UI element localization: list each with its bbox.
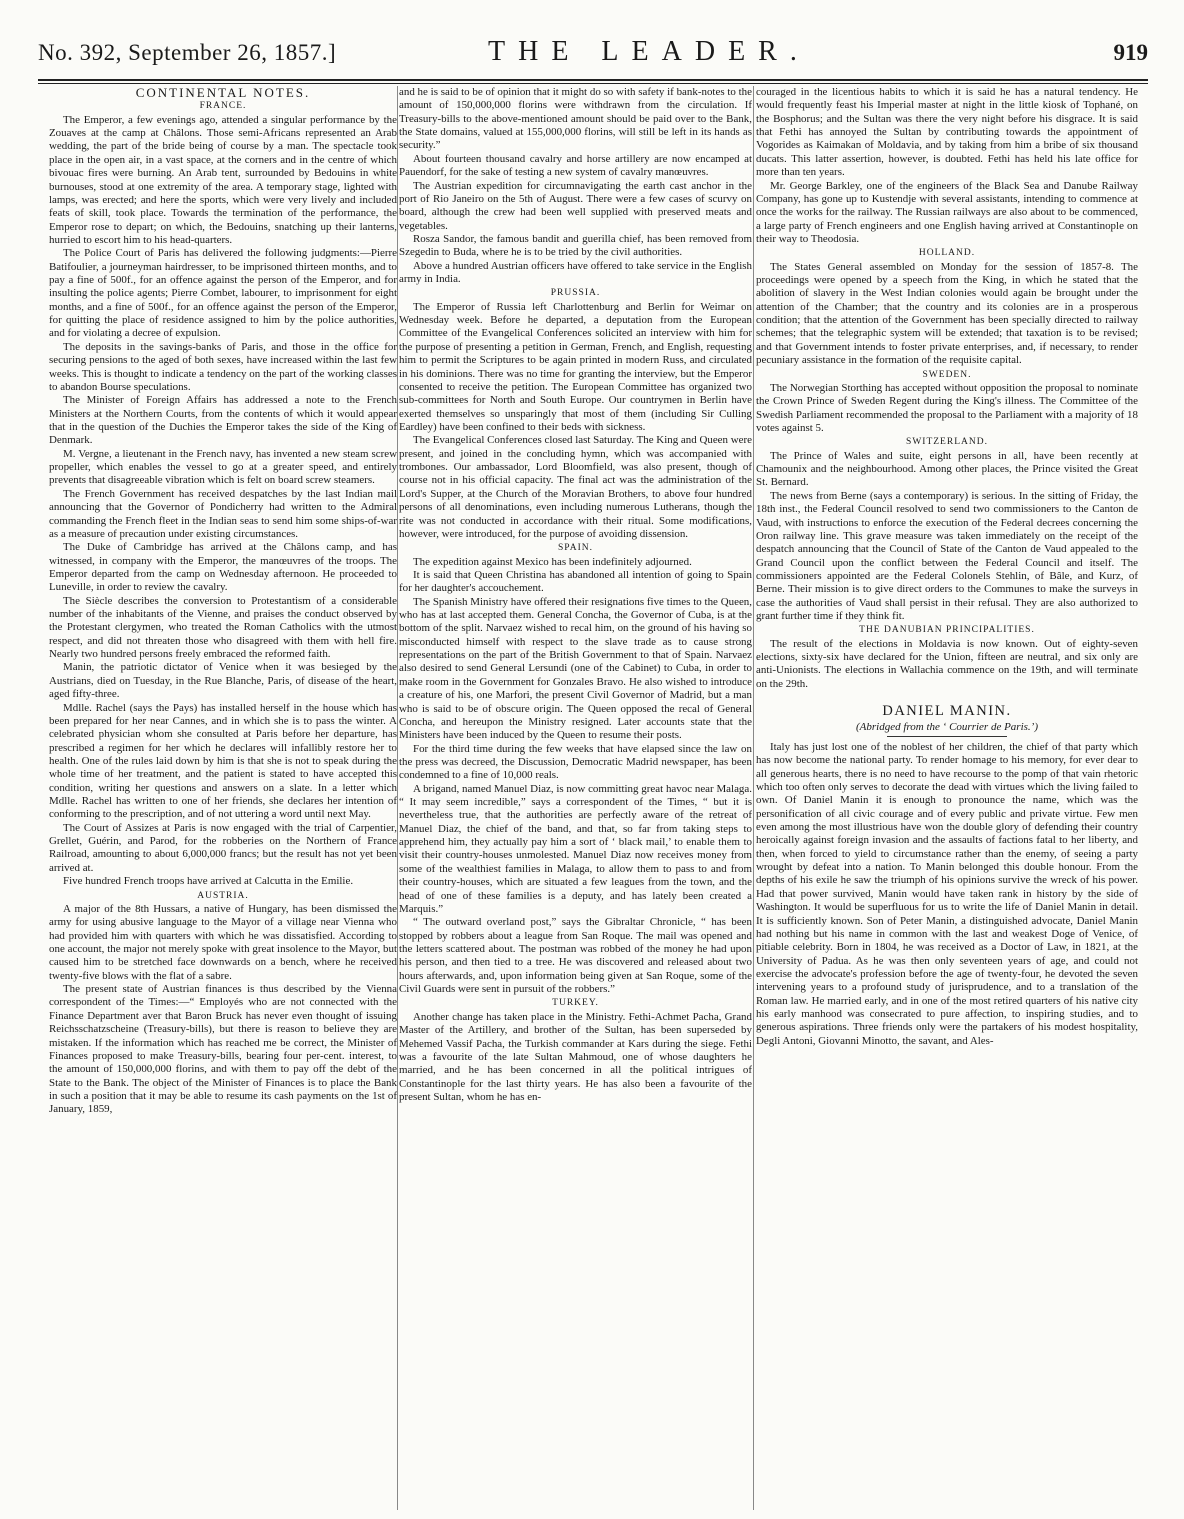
paragraph: The Austrian expedition for circumnavigating the earth cast anchor in the port of Rio Janeiro on the 5th of August. There were a few cases of scurvy on board, although the crew had been well supplied with preserved meats and vegetables.	[399, 179, 752, 232]
paragraph: Italy has just lost one of the noblest of her children, the chief of that party which has now become the national party. To render homage to his memory, for ever dear to all generous hearts, there is no need to have recourse to the pomp of that vain rhetoric which too often only serves to decorate the dead with virtues which the living failed to own. Of Daniel Manin it is enough to pronounce the name, which was the personification of all civic courage and of every public and private virtue. Few men even among the most illustrious have won the double glory of defending their country heroically against foreign invasion and the assaults of factions fatal to her liberty, and then, when forced to yield to circumstance rather than the enemy, of seeing a party wrought by defeat into a nation. To Manin belonged this double honour. From the depths of his exile he saw the triumph of his opinions survive the wreck of his power. Had that power survived, Manin would have taken rank in history by the side of Washington. It would be superfluous for us to write the life of Daniel Manin in detail. It is sufficiently known. Son of Peter Manin, a distinguished advocate, Daniel Manin had nothing but his name in common with the last and weakest Doge of Venice, of pitiable celebrity. Born in 1804, he was received as a Doctor of Law, in 1821, at the University of Padua. As he was then only seventeen years of age, and could not exercise the advocate's profession before the age of twenty-four, he devoted the seven intervening years to a profound study of jurisprudence, and to a translation of the Roman law. He married early, and in one of the most retired quarters of his native city his early manhood was consecrated to pure affection, to inspiring studies, and to generous aspirations. Three friends only were the partakers of his modest hospitality, Degli Antoni, Giovanni Minotto, the savant, and Ales-	[756, 740, 1138, 1047]
title-rule	[887, 736, 1007, 737]
paragraph: For the third time during the few weeks that have elapsed since the law on the press was decreed, the Discussion, Democratic Madrid newspaper, has been condemned to a fine of 10,000 reals.	[399, 742, 752, 782]
paragraph: It is said that Queen Christina has abandoned all intention of going to Spain for her daughter's accouchement.	[399, 568, 752, 595]
paragraph: The Emperor, a few evenings ago, attended a singular performance by the Zouaves at the camp at Châlons. Those semi-Africans represented an Arab wedding, the part of the bride being of course by a man. The spectacle took place in the open air, in a vast space, at the corners and in the centre of which bivouac fires were burning. An Arab tent, surrounded by Bedouins in white burnouses, stood at one extremity of the area. A temporary stage, lighted with lamps, was erected; and here the sports, which were very lively and included feats of skill, took place. Towards the termination of the performance, the Emperor rose to depart; on which, the Bedouins, snatching up their lanterns, hurried to escort him to his head-quarters.	[49, 113, 397, 246]
paragraph: The Spanish Ministry have offered their resignations five times to the Queen, who has at last accepted them. General Concha, the Governor of Cuba, is at the bottom of the split. Narvaez wished to recal him, on the ground of his having so misconducted himself with respect to the slave trade as to cause strong representations on the part of the British Government to that of Spain. Narvaez also desired to send General Lersundi (one of the Cabinet) to Cuba, in order to make room in the Government for Gonzales Bravo. He also wished to introduce a creature of his, one Marfori, the present Civil Governor of Madrid, but a man who is said to be of obscure origin. The Queen opposed the recal of General Concha, and hereupon the Ministry resigned. Later accounts state that the Ministers have been induced by the Queen to resume their posts.	[399, 595, 752, 742]
subsection-heading-sweden: SWEDEN.	[922, 369, 972, 380]
paragraph-continued: and he is said to be of opinion that it might do so with safety if bank-notes to the amount of 150,000,000 florins were withdrawn from the circulation. If Treasury-bills to the above-mentioned amount should be paid over to the Bank, the State domains, valued at 155,000,000 florins, will still be left in its hands as security.”	[399, 86, 752, 152]
paragraph: The French Government has received despatches by the last Indian mail announcing that the Governor of Pondicherry had written to the Admiral commanding the French fleet in the Indian seas to send him some ships-of-war as a measure of precaution under existing circumstances.	[49, 487, 397, 540]
paragraph: A brigand, named Manuel Diaz, is now committing great havoc near Malaga. “ It may seem incredible,” says a correspondent of the Times, “ but it is nevertheless true, that the authorities are perfectly aware of the retreat of Manuel Diaz, the chief of the band, and that, so far from taking steps to apprehend him, they actually pay him a sort of ‘ black mail,’ to enable them to visit their country-houses unmolested. Manuel Diaz now receives money from some of the wealthiest families in Malaga, to allow them to pass to and from their country-houses, which are situated a few leagues from the town, and the head of one of these families is a deputy, and has lately been created a Marquis.”	[399, 782, 752, 915]
page-number: 919	[1113, 40, 1148, 65]
paragraph: The Evangelical Conferences closed last Saturday. The King and Queen were present, and joined in the concluding hymn, which was accompanied with trombones. Our ambassador, Lord Bloomfield, was also present, though of course not in his official capacity. The final act was the administration of the Lord's Supper, at the Church of the Moravian Brothers, to above four hundred persons of all denominations, even including numerous Lutherans, though the rite was not conducted in accordance with their ritual. Some modifications, however, were introduced, for the purpose of avoiding dissension.	[399, 434, 752, 540]
paragraph: The deposits in the savings-banks of Paris, and those in the office for securing pensions to the aged of both sexes, have increased within the last few weeks. This is thought to indicate a tendency on the part of the working classes to abandon Bourse speculations.	[49, 340, 397, 393]
paragraph: M. Vergne, a lieutenant in the French navy, has invented a new steam screw propeller, which enables the vessel to go at a greater speed, and entirely prevents that disagreeable vibration which is felt on board screw steamers.	[49, 447, 397, 487]
subsection-heading-turkey: TURKEY.	[552, 998, 599, 1009]
paragraph: Mdlle. Rachel (says the Pays) has installed herself in the house which has been prepared for her near Cannes, and in which she is to pass the winter. A celebrated physician whom she consulted at Paris before her departure, has prescribed a regimen for her which he declares will infallibly restore her to health. One of the rules laid down by him is that she is not to speak during the whole time of her treatment, and the patient is stated to have accepted this condition, writing her questions and answers on a slate. In a letter which Mdlle. Rachel has written to one of her friends, she declares her intention of conforming to the prescription, and of not uttering a word until next May.	[49, 701, 397, 821]
paragraph: The Siècle describes the conversion to Protestantism of a considerable number of the inhabitants of the Vienne, and praises the conduct observed by the Protestant clergymen, who treated the Roman Catholics with the utmost respect, and did not threaten those who disagreed with them with hell fire. Nearly two hundred persons freely embraced the reformed faith.	[49, 594, 397, 661]
paragraph: The States General assembled on Monday for the session of 1857-8. The proceedings were opened by a speech from the King, in which he stated that the abolition of slavery in the West Indian colonies would again be brought under the attention of the Chamber; that the country and its colonies are in a prosperous condition; that the attention of the Government has been specially directed to railway schemes; that the telegraphic system will be extended; that taxation is to be revised; and that Government intends to foster private enterprises, and, if necessary, to render pecuniary assistance in the formation of the requisite capital.	[756, 260, 1138, 367]
paragraph: Five hundred French troops have arrived at Calcutta in the Emilie.	[63, 875, 354, 888]
paragraph: The news from Berne (says a contemporary) is serious. In the sitting of Friday, the 18th inst., the Federal Council resolved to send two commissioners to the Canton de Vaud, with instructions to enforce the execution of the Federal decrees concerning the Oron railway line. This grave measure was taken immediately on the receipt of the despatch announcing that the Council of State of the Canton de Vaud appealed to the Grand Council upon the conflict between the Federal Council and itself. The commissioners appointed are the Federal Colonels Stehlin, of Bâle, and Kurz, of Berne. Their mission is to give direct orders to the Communes to make the surveys in case the authorities of Vaud shall persist in their refusal. They are also authorized to grant further time if they think fit.	[756, 489, 1138, 623]
masthead-rule-thin	[38, 83, 1148, 84]
column-divider	[753, 86, 754, 1510]
paragraph: The Court of Assizes at Paris is now engaged with the trial of Carpentier, Grellet, Guérin, and Parod, for the robberies on the Northern of France Railroad, amounting to about 6,000,000 francs; but the result has not yet been arrived at.	[49, 821, 397, 874]
paragraph: The Norwegian Storthing has accepted without opposition the proposal to nominate the Crown Prince of Sweden Regent during the King's illness. The Committee of the Swedish Parliament recommended the proposal to the Parliament with a majority of 18 votes against 5.	[756, 381, 1138, 434]
paragraph: The Duke of Cambridge has arrived at the Châlons camp, and has witnessed, in company with the Emperor, the manœuvres of the troops. The Emperor departed from the camp on Wednesday afternoon. He proceeded to Luneville, in order to review the cavalry.	[49, 541, 397, 594]
paragraph: Another change has taken place in the Ministry. Fethi-Achmet Pacha, Grand Master of the Artillery, and brother of the Sultan, has been superseded by Mehemed Vassif Pacha, the Turkish commander at Kars during the siege. Fethi was a favourite of the late Sultan Mahmoud, one of whose daughters he married, and he has been concerned in all the political intrigues of Constantinople for the last thirty years. He has also been a favourite of the present Sultan, whom he has en-	[399, 1010, 752, 1103]
subsection-heading-austria: AUSTRIA.	[197, 890, 249, 901]
column-1	[49, 86, 397, 1510]
article-subtitle: (Abridged from the ‘ Courrier de Paris.’)	[856, 720, 1038, 733]
subsection-heading-spain: SPAIN.	[558, 543, 593, 554]
paragraph: “ The outward overland post,” says the Gibraltar Chronicle, “ has been stopped by robbers about a league from San Roque. The mail was opened and the letters scattered about. The postman was robbed of the money he had upon his person, and then tied to a tree. He was discovered and released about two hours afterwards, and, upon information being given at San Roque, some of the Civil Guards were sent in pursuit of the robbers.”	[399, 916, 752, 996]
paragraph: A major of the 8th Hussars, a native of Hungary, has been dismissed the army for using abusive language to the Mayor of a village near Vienna who had provided him with quarters with which he was dissatisfied. According to one account, the major not merely spoke with great insolence to the Mayor, but caused him to be stretched face downwards on a bench, where he received twenty-five blows with the flat of a sabre.	[49, 902, 397, 982]
column-divider	[397, 86, 398, 1510]
paragraph: Above a hundred Austrian officers have offered to take service in the English army in India.	[399, 259, 752, 286]
subsection-heading-prussia: PRUSSIA.	[550, 288, 601, 299]
paragraph: The Emperor of Russia left Charlottenburg and Berlin for Weimar on Wednesday week. Before he departed, a deputation from the European Committee of the Evangelical Conferences solicited an interview with him for the purpose of presenting a petition in German, French, and English, requesting him to permit the Scriptures to be again printed in modern Russ, and circulated in his dominions. There was no time for granting the interview, but the Emperor consented to receive the petition. The European Committee has organized two sub-committees for North and South Europe. Our countrymen in Berlin have exerted themselves so unsparingly that most of them (including Sir Culling Eardley) have been confined to their beds with sickness.	[399, 300, 752, 433]
subsection-heading-france: FRANCE.	[199, 101, 247, 112]
column-3	[756, 86, 1138, 1510]
paragraph: Manin, the patriotic dictator of Venice when it was besieged by the Austrians, died on Tuesday, in the Rue Blanche, Paris, of disease of the heart, aged fifty-three.	[49, 661, 397, 701]
paragraph: The Prince of Wales and suite, eight persons in all, have been recently at Chamounix and the neighbourhood. Among other places, the Prince visited the Great St. Bernard.	[756, 449, 1138, 489]
subsection-heading-switzerland: SWITZERLAND.	[906, 437, 988, 448]
masthead	[38, 22, 1148, 72]
paragraph: The result of the elections in Moldavia is now known. Out of eighty-seven elections, sixty-six have declared for the Union, fifteen are neutral, and six only are anti-Unionists. The elections in Wallachia commence on the 19th, and will terminate on the 29th.	[756, 637, 1138, 690]
paragraph: The present state of Austrian finances is thus described by the Vienna correspondent of the Times:—“ Employés who are not connected with the Finance Department aver that Baron Bruck has never even thought of issuing Reichsschatzscheine (Treasury-bills), but there is reason to believe they are mistaken. If the information which has reached me be correct, the Minister of Finances proposed to make Treasury-bills, bearing four per-cent. interest, to the amount of 150,000,000 florins, and with them to pay off the debt of the State to the Bank. The object of the Minister of Finances is to place the Bank in such a position that it may be able to resume its cash payments on the 1st of January, 1859,	[49, 983, 397, 1116]
paragraph: The expedition against Mexico has been indefinitely adjourned.	[413, 555, 692, 568]
subsection-heading-danubian: THE DANUBIAN PRINCIPALITIES.	[859, 625, 1035, 636]
newspaper-title: THE LEADER.	[488, 36, 810, 67]
issue-date: No. 392, September 26, 1857.]	[38, 40, 337, 65]
paragraph: The Minister of Foreign Affairs has addressed a note to the French Ministers at the Northern Courts, from the contents of which it would appear that in the question of the Duchies the Emperor takes the side of the King of Denmark.	[49, 394, 397, 447]
subsection-heading-holland: HOLLAND.	[918, 248, 976, 259]
paragraph: Rosza Sandor, the famous bandit and guerilla chief, has been removed from Szegedin to Buda, where he is to be tried by the civil authorities.	[399, 232, 752, 259]
paragraph-continued: couraged in the licentious habits to which it is said he has a natural tendency. He would frequently feast his Imperial master at night in the little kiosk of Tophané, on the Bosphorus; and the Sultan was there the very night before his disgrace. It is said that Fethi has annoyed the Sultan by contributing towards the appointment of Vogorides as Kaimakan of Moldavia, and by taking from him a bribe of six thousand ducats. This latter assertion, however, is doubted. Fethi has held his late office for more than ten years.	[756, 86, 1138, 179]
column-2	[399, 86, 752, 1510]
paragraph: The Police Court of Paris has delivered the following judgments:—Pierre Batifoulier, a journeyman hairdresser, to be imprisoned thirteen months, and to pay a fine of 500f., for an offence against the person of the Emperor, and for insulting the police agents; Pierre Combet, labourer, to imprisonment for eight months, and a fine of 500f., for an offence against the person of the Emperor, for quitting the place of residence assigned to him by the police authorities, and for violating a decree of expulsion.	[49, 247, 397, 340]
section-heading: CONTINENTAL NOTES.	[135, 86, 311, 100]
paragraph: About fourteen thousand cavalry and horse artillery are now encamped at Pauendorf, for the sake of testing a new system of cavalry manœuvres.	[399, 152, 752, 179]
masthead-rule	[38, 79, 1148, 81]
paragraph: Mr. George Barkley, one of the engineers of the Black Sea and Danube Railway Company, has gone up to Kustendje with several assistants, intending to commence at once the works for the railway. The Russian railways are also about to be commenced, a large party of French engineers and one English having arrived at Constantinople on their way to Theodosia.	[756, 179, 1138, 245]
article-title: DANIEL MANIN.	[882, 703, 1012, 720]
